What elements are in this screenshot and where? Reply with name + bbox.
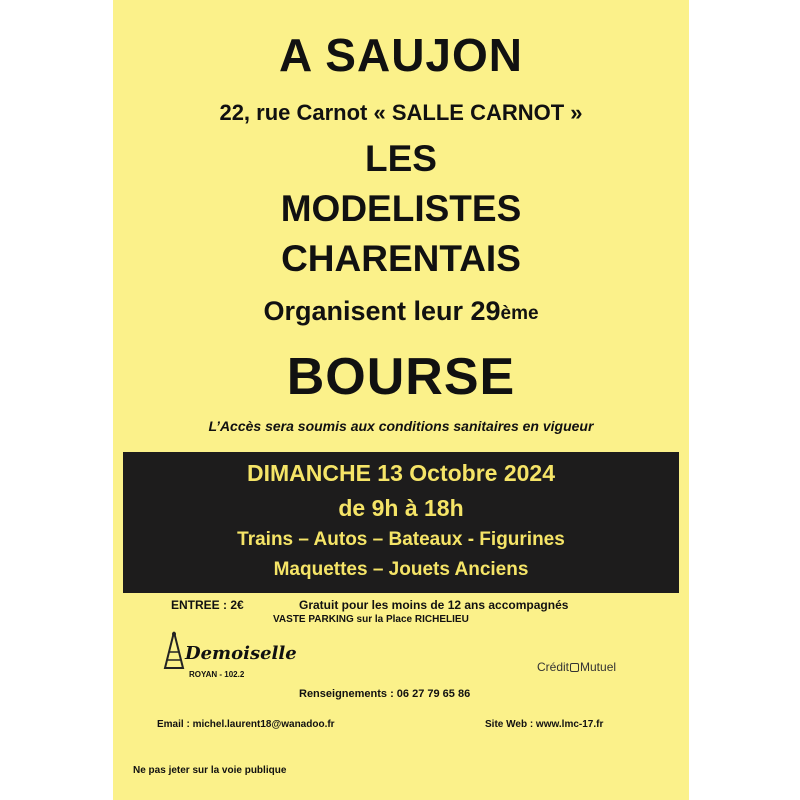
event-hours: de 9h à 18h	[338, 495, 464, 521]
info-phone: Renseignements : 06 27 79 65 86	[299, 688, 471, 700]
sponsor-mark-icon	[570, 663, 579, 672]
radio-tower-icon	[161, 630, 187, 670]
organizer-line-2: MODELISTES	[280, 188, 522, 229]
categories-line-2: Maquettes – Jouets Anciens	[273, 559, 529, 580]
disclaimer: Ne pas jeter sur la voie publique	[133, 765, 287, 776]
radio-logo	[161, 630, 297, 682]
categories-line-1: Trains – Autos – Bateaux - Figurines	[237, 529, 565, 550]
access-note: L’Accès sera soumis aux conditions sanitaires en vigueur	[208, 418, 594, 434]
organizer-line-1: LES	[365, 138, 437, 179]
date-band	[123, 452, 679, 593]
event-date: DIMANCHE 13 Octobre 2024	[246, 460, 556, 486]
entry-price: ENTREE : 2€	[171, 598, 244, 612]
edition-suffix: ème	[500, 303, 539, 324]
edition-text: Organisent leur 29	[263, 296, 501, 326]
event-poster	[113, 0, 689, 800]
venue-address: 22, rue Carnot « SALLE CARNOT »	[219, 100, 583, 125]
sponsor-logo	[537, 660, 616, 674]
edition-line	[113, 296, 689, 327]
contact-website: Site Web : www.lmc-17.fr	[485, 719, 604, 730]
contact-email: Email : michel.laurent18@wanadoo.fr	[157, 719, 335, 730]
organizer-line-3: CHARENTAIS	[281, 238, 521, 279]
radio-logo-subline: ROYAN - 102.2	[189, 670, 245, 679]
poster-title: A SAUJON	[279, 29, 523, 81]
radio-logo-name: Demoiselle	[185, 643, 297, 664]
sponsor-right-text: Mutuel	[580, 660, 617, 674]
event-name: BOURSE	[286, 348, 516, 406]
sponsor-left-text: Crédit	[537, 660, 570, 674]
free-entry-note: Gratuit pour les moins de 12 ans accompagnés	[299, 598, 569, 612]
parking-note: VASTE PARKING sur la Place RICHELIEU	[273, 614, 469, 625]
